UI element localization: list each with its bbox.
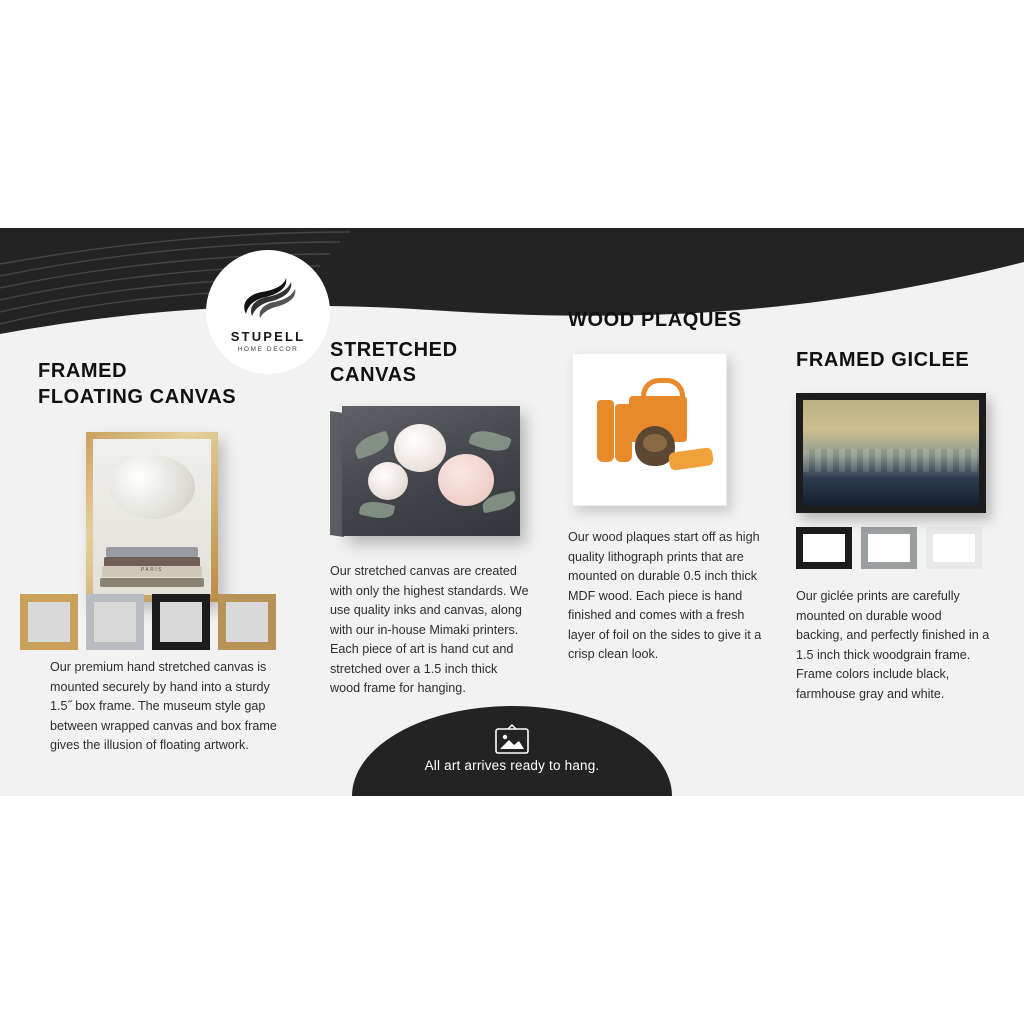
column-2-description: Our stretched canvas are created with only the highest standards. We use quality inks and canvas, along with our in-house Mimaki printers. Each piece of art is hand cut and stretched over a 1.5 inch thick wood frame for hanging. bbox=[330, 564, 529, 696]
column-framed-floating-canvas bbox=[38, 358, 304, 602]
swatch-gold[interactable] bbox=[20, 594, 78, 650]
swatch-silver[interactable] bbox=[86, 594, 144, 650]
canvas-face-floral bbox=[342, 406, 520, 536]
top-wave-decoration bbox=[0, 228, 1024, 340]
abstract-landscape-print bbox=[803, 400, 979, 506]
column-2-title bbox=[330, 338, 535, 388]
small-bloom-graphic bbox=[368, 462, 408, 500]
artwork-caption: PARIS bbox=[140, 567, 164, 573]
framed-giclee-artwork bbox=[796, 393, 986, 513]
framed-picture-icon bbox=[492, 724, 532, 761]
column-framed-giclee bbox=[796, 348, 996, 704]
ready-to-hang-text: All art arrives ready to hang. bbox=[424, 758, 600, 773]
pink-rose-graphic bbox=[438, 454, 494, 506]
column-3-title: WOOD PLAQUES bbox=[568, 309, 742, 331]
gold-box-frame bbox=[86, 432, 218, 602]
column-4-description: Our giclée prints are carefully mounted on durable wood backing, and perfectly finished in a 1.5 inch thick woodgrain frame. Frame colors include black, farmhouse gray and white. bbox=[796, 589, 990, 701]
frame-color-swatches bbox=[20, 594, 280, 650]
leaf-graphic-1 bbox=[352, 430, 392, 459]
stretched-canvas-artwork bbox=[330, 406, 520, 536]
giclee-swatch-farmhouse-gray[interactable] bbox=[861, 527, 917, 569]
swatch-black[interactable] bbox=[152, 594, 210, 650]
column-4-title: FRAMED GICLEE bbox=[796, 349, 970, 371]
white-hydrangea-graphic bbox=[109, 455, 195, 519]
logo-svg bbox=[236, 272, 300, 320]
leaf-graphic-2 bbox=[468, 426, 512, 455]
ready-to-hang-banner bbox=[352, 706, 672, 796]
brand-name: STUPELL bbox=[230, 328, 306, 344]
column-wood-plaques bbox=[568, 308, 768, 665]
orange-scarf-graphic bbox=[668, 447, 714, 471]
canvas-print-flowers-books bbox=[93, 439, 211, 595]
column-1-description: Our premium hand stretched canvas is mounted securely by hand into a sturdy 1.5˝ box frame. The museum style gap between wrapped canvas and box frame gives the illusion of floating artwork. bbox=[50, 660, 277, 753]
book-stack-1 bbox=[106, 547, 198, 557]
picture-frame-svg bbox=[492, 724, 532, 756]
column-3-description: Our wood plaques start off as high quality lithograph prints that are mounted on durable 0.5 inch thick MDF wood. Each piece is hand finished and comes with a fresh layer of foil on the sides to give it a crisp clean look. bbox=[568, 530, 762, 662]
giclee-swatch-white[interactable] bbox=[926, 527, 982, 569]
floating-canvas-artwork bbox=[86, 432, 218, 602]
brand-logo-badge bbox=[206, 250, 330, 374]
book-stack-4 bbox=[100, 578, 204, 587]
column-1-title-line2: FLOATING CANVAS bbox=[38, 386, 237, 408]
book-stack-3 bbox=[102, 566, 202, 577]
giclee-swatch-black[interactable] bbox=[796, 527, 852, 569]
brand-subtitle: HOME DECOR bbox=[237, 345, 299, 353]
column-stretched-canvas bbox=[330, 338, 535, 699]
orange-boot-1 bbox=[597, 400, 614, 462]
column-1-description-wrap bbox=[50, 658, 286, 756]
swoosh-s-logo-icon bbox=[236, 272, 300, 325]
wave-svg bbox=[0, 228, 1024, 340]
leaf-graphic-4 bbox=[359, 499, 396, 522]
column-1-title-line1: FRAMED bbox=[38, 360, 128, 382]
giclee-frame-swatches bbox=[796, 527, 996, 569]
wood-plaque-artwork bbox=[572, 353, 727, 506]
column-2-title-line2: CANVAS bbox=[330, 364, 417, 386]
swatch-woodgrain[interactable] bbox=[218, 594, 276, 650]
white-bloom-graphic bbox=[394, 424, 446, 472]
column-2-title-line1: STRETCHED bbox=[330, 339, 458, 361]
